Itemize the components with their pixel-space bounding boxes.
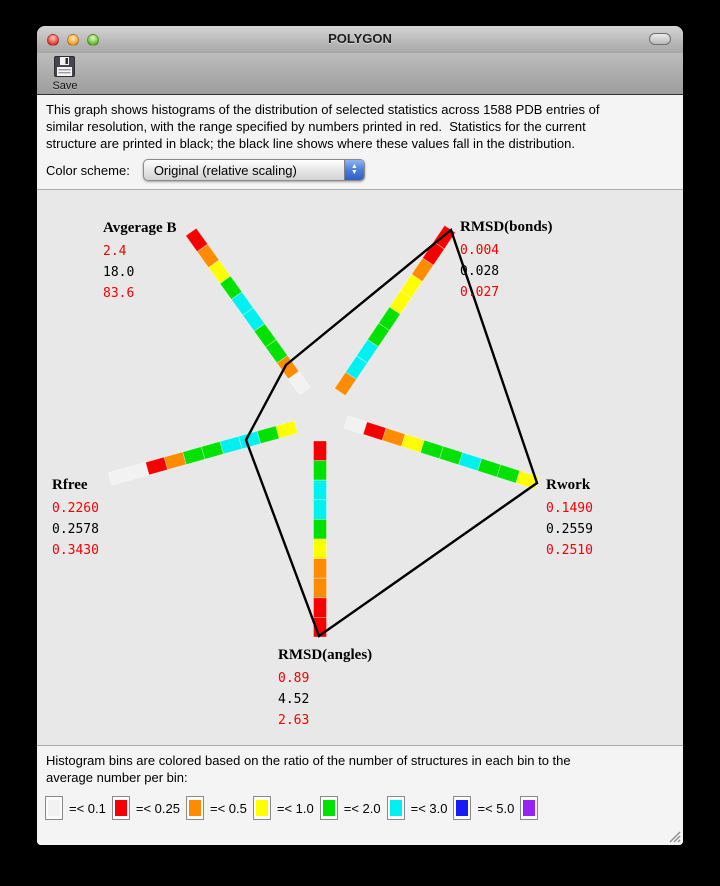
stat-min-value: 2.4	[103, 244, 127, 259]
legend-note-line: Histogram bins are colored based on the ratio of the number of structures in each bin to the	[46, 753, 571, 768]
histogram-bin-segment	[314, 559, 327, 579]
legend-label: =< 0.5	[209, 800, 247, 816]
legend-label: =< 2.0	[343, 800, 381, 816]
histogram-bin-segment	[164, 452, 186, 470]
stat-rmsd-bonds	[460, 219, 553, 303]
stat-rfree	[52, 477, 99, 561]
legend-swatch	[112, 796, 130, 820]
description-line: similar resolution, with the range specified by numbers printed in red. Statistics for the current	[46, 119, 586, 134]
stat-rwork	[546, 477, 593, 561]
stat-min-value: 0.004	[460, 243, 500, 258]
histogram-bin-segment	[314, 480, 327, 500]
legend-note-line: average number per bin:	[46, 770, 188, 785]
histogram-bin-segment	[127, 462, 149, 480]
save-button[interactable]	[45, 55, 85, 92]
stat-label: Rfree	[52, 477, 88, 493]
histogram-spoke-rwork	[344, 416, 539, 489]
legend-swatch	[45, 796, 63, 820]
histogram-bin-segment	[276, 421, 298, 439]
toolbar	[37, 53, 683, 95]
legend-label: =< 3.0	[410, 800, 448, 816]
histogram-bin-segment	[145, 457, 167, 475]
color-scheme-select[interactable]	[143, 159, 365, 181]
stat-max-value: 0.027	[460, 285, 500, 300]
legend-swatch	[253, 796, 271, 820]
legend-label: =< 0.1	[69, 800, 106, 816]
stat-label: Avgerage B	[103, 220, 177, 236]
histogram-bin-segment	[220, 436, 242, 454]
plot-panel	[37, 190, 683, 746]
histogram-spoke-angles	[314, 441, 327, 637]
stat-label: Rwork	[546, 477, 591, 493]
stat-max-value: 2.63	[278, 713, 310, 728]
title-bar[interactable]	[37, 26, 683, 53]
stat-min-value: 0.89	[278, 671, 310, 686]
stat-label: RMSD(bonds)	[460, 219, 553, 235]
histogram-bin-segment	[314, 519, 327, 539]
color-scheme-label: Color scheme:	[46, 162, 130, 178]
polygon-window	[37, 26, 683, 845]
histogram-bin-segment	[314, 578, 327, 598]
stat-current-value: 18.0	[103, 265, 135, 280]
resize-grip[interactable]	[667, 829, 681, 843]
stat-current-value: 0.2578	[52, 522, 99, 537]
color-scheme-value: Original (relative scaling)	[153, 163, 297, 178]
histogram-bin-segment	[201, 442, 223, 460]
histogram-bin-segment	[314, 461, 327, 481]
legend-swatch	[186, 796, 204, 820]
legend-swatch	[453, 796, 471, 820]
stat-max-value: 0.2510	[546, 543, 593, 558]
description-line: structure are printed in black; the black line shows where these values fall in the distribution.	[46, 136, 575, 151]
stat-rmsd-angles	[278, 647, 372, 731]
histogram-spoke-avgb	[186, 228, 311, 395]
window-title: POLYGON	[328, 31, 392, 46]
legend-row	[45, 796, 538, 820]
histogram-bin-segment	[314, 539, 327, 559]
histogram-bin-segment	[314, 500, 327, 520]
toolbar-toggle-button[interactable]	[649, 33, 671, 45]
stat-current-value: 0.028	[460, 264, 500, 279]
histogram-bin-segment	[314, 598, 327, 618]
stat-max-value: 83.6	[103, 286, 135, 301]
histogram-bin-segment	[108, 468, 130, 486]
legend-swatch	[520, 796, 538, 820]
legend-label: =< 1.0	[276, 800, 314, 816]
legend-label: =< 0.25	[135, 800, 180, 816]
legend-swatch	[387, 796, 405, 820]
save-button-label: Save	[52, 80, 78, 92]
stat-min-value: 0.2260	[52, 501, 99, 516]
stat-current-value: 0.2559	[546, 522, 593, 537]
histogram-bin-segment	[183, 447, 205, 465]
description-line: This graph shows histograms of the distribution of selected statistics across 1588 PDB entries of	[46, 102, 600, 117]
stat-avgb	[103, 220, 176, 304]
histogram-bin-segment	[314, 441, 327, 461]
description-panel	[37, 95, 683, 190]
legend-panel	[37, 746, 683, 845]
histogram-bin-segment	[257, 426, 279, 444]
color-scheme-row	[46, 159, 674, 181]
legend-swatch	[320, 796, 338, 820]
histogram-spoke-rfree	[108, 421, 298, 486]
legend-label: =< 5.0	[477, 800, 515, 816]
stat-max-value: 0.3430	[52, 543, 99, 558]
popup-stepper-icon: ▲ ▼	[344, 160, 364, 180]
floppy-disk-icon	[52, 55, 78, 79]
stat-label: RMSD(angles)	[278, 647, 373, 663]
stat-current-value: 4.52	[278, 692, 310, 707]
stat-min-value: 0.1490	[546, 501, 593, 516]
